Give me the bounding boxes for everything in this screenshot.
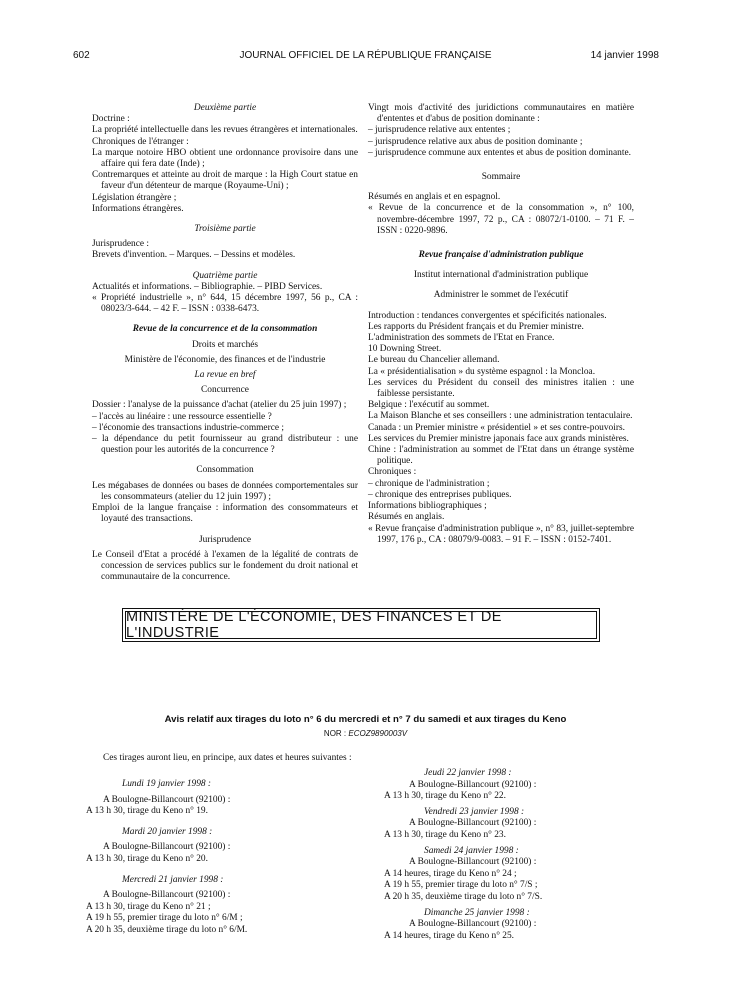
text-line: La propriété intellectuelle dans les revues étrangères et internationales. [92, 125, 358, 136]
text-line: La Maison Blanche et ses conseillers : une administration tentaculaire. [368, 411, 633, 422]
subheading: Consommation [196, 465, 254, 476]
schedule-entry: A 13 h 30, tirage du Keno n° 19. [86, 806, 208, 817]
subheading: Administrer le sommet de l'exécutif [433, 290, 569, 301]
subheading: Sommaire [481, 172, 521, 183]
text-line: – jurisprudence relative aux abus de position dominante ; [368, 136, 583, 147]
text-line: – jurisprudence relative aux ententes ; [368, 125, 511, 136]
right-column [368, 103, 634, 546]
text-line: Résumés en anglais et en espagnol. [368, 192, 501, 203]
schedule-place: A Boulogne-Billancourt (92100) : [409, 779, 537, 790]
text-line: – la dépendance du petit fournisseur au grand distributeur : une question pour les autorités de la concurrence ? [92, 434, 358, 456]
page-number: 602 [73, 50, 90, 61]
text-line: Chine : l'administration au sommet de l'Etat dans un étrange système politique. [368, 445, 634, 467]
subheading: La revue en bref [194, 370, 256, 381]
schedule-day: Dimanche 25 janvier 1998 : [424, 907, 530, 918]
schedule-entry: A 20 h 35, deuxième tirage du loto n° 7/S. [384, 891, 543, 902]
text-line: Doctrine : [92, 114, 130, 125]
schedule-entry: A 14 heures, tirage du Keno n° 24 ; [384, 868, 517, 879]
section-heading: Troisième partie [194, 224, 256, 235]
section-heading: Deuxième partie [193, 103, 257, 113]
schedule-entry: A 13 h 30, tirage du Keno n° 22. [384, 791, 506, 802]
schedule-day: Jeudi 22 janvier 1998 : [424, 768, 512, 778]
schedule-entry: A 13 h 30, tirage du Keno n° 20. [86, 853, 208, 864]
publication-reference: « Revue française d'administration publique », n° 83, juillet-septembre 1997, 176 p., CA : 08079/9-0083. – 91 F. – ISSN : 0152-7401. [368, 523, 634, 545]
text-line: Les services du Président du conseil des ministres italien : une faiblesse persistante. [368, 377, 634, 400]
schedule-place: A Boulogne-Billancourt (92100) : [409, 919, 537, 930]
text-line: Vingt mois d'activité des juridictions communautaires en matière d'ententes et d'abus de position dominante : [368, 103, 634, 125]
text-line: 10 Downing Street. [368, 344, 442, 355]
subheading: Droits et marchés [191, 339, 259, 350]
schedule-day: Samedi 24 janvier 1998 : [424, 845, 519, 856]
left-column [92, 103, 358, 583]
text-line: – chronique des entreprises publiques. [368, 489, 512, 500]
text-line: Informations étrangères. [92, 203, 184, 214]
notice-intro: Ces tirages auront lieu, en principe, aux dates et heures suivantes : [103, 753, 352, 763]
nor-label: NOR : [323, 729, 349, 738]
text-line: Le bureau du Chancelier allemand. [368, 355, 500, 366]
text-line: – chronique de l'administration ; [368, 478, 490, 489]
text-line: – l'économie des transactions industrie-commerce ; [92, 422, 284, 433]
schedule-place: A Boulogne-Billancourt (92100) : [409, 857, 537, 868]
text-line: Résumés en anglais. [368, 512, 445, 523]
schedule-place: A Boulogne-Billancourt (92100) : [409, 818, 537, 829]
text-line: Actualités et informations. – Bibliographie. – PIBD Services. [92, 281, 323, 292]
ministry-banner [122, 608, 600, 642]
text-line: Introduction : tendances convergentes et spécificités nationales. [368, 310, 607, 321]
schedule-place: A Boulogne-Billancourt (92100) : [103, 890, 231, 901]
subheading: Concurrence [201, 385, 249, 396]
publication-reference: « Propriété industrielle », n° 644, 15 décembre 1997, 56 p., CA : 08023/3-644. – 42 F. – ISSN : 0338-6473. [92, 293, 358, 315]
journal-title: JOURNAL OFFICIEL DE LA RÉPUBLIQUE FRANÇAISE [239, 50, 492, 61]
schedule-day: Lundi 19 janvier 1998 : [122, 779, 212, 789]
nor-reference [0, 729, 731, 738]
schedule-entry: A 20 h 35, deuxième tirage du loto n° 6/M. [86, 924, 248, 935]
nor-code: ECOZ9890003V [348, 729, 408, 738]
text-line: Belgique : l'exécutif au sommet. [368, 400, 490, 411]
notice-title: Avis relatif aux tirages du loto n° 6 du mercredi et n° 7 du samedi et aux tirages du Keno [164, 714, 567, 725]
text-line: – l'accès au linéaire : une ressource essentielle ? [92, 411, 272, 422]
text-line: Emploi de la langue française : information des consommateurs et loyauté des transactions. [92, 503, 358, 525]
schedule-right [384, 768, 650, 942]
ministry-banner-title: MINISTÈRE DE L'ÉCONOMIE, DES FINANCES ET DE L'INDUSTRIE [125, 611, 597, 639]
text-line: Chroniques de l'étranger : [92, 136, 189, 147]
text-line: Les rapports du Président français et du Premier ministre. [368, 321, 584, 332]
schedule-entry: A 14 heures, tirage du Keno n° 25. [384, 930, 515, 941]
text-line: La marque notoire HBO obtient une ordonnance provisoire dans une affaire qui fera date (Inde) ; [92, 147, 358, 170]
schedule-day: Vendredi 23 janvier 1998 : [424, 806, 525, 817]
text-line: – jurisprudence commune aux ententes et abus de position dominante. [368, 147, 631, 158]
schedule-place: A Boulogne-Billancourt (92100) : [103, 794, 231, 805]
text-line: Le Conseil d'Etat a procédé à l'examen de la légalité de contrats de concession de services publics sur le fondement du droit national et communautaire de la concurrence. [92, 549, 358, 583]
text-line: L'administration des sommets de l'Etat en France. [368, 333, 555, 344]
publication-title: Revue française d'administration publique [418, 250, 584, 261]
text-line: Informations bibliographiques ; [368, 501, 487, 512]
publication-reference: « Revue de la concurrence et de la consommation », n° 100, novembre-décembre 1997, 72 p., CA : 08072/1-0100. – 71 F. – ISSN : 0220-9896. [368, 203, 634, 236]
text-line: Chroniques : [368, 467, 417, 478]
text-line: La « présidentialisation » du système espagnol : la Moncloa. [368, 366, 596, 377]
schedule-entry: A 13 h 30, tirage du Keno n° 21 ; [86, 901, 211, 912]
text-line: Jurisprudence : [92, 239, 150, 250]
text-line: Contremarques et atteinte au droit de marque : la High Court statue en faveur d'un détenteur de marque (Royaume-Uni) ; [92, 170, 358, 192]
section-heading: Quatrième partie [192, 270, 258, 281]
schedule-entry: A 13 h 30, tirage du Keno n° 23. [384, 829, 506, 840]
schedule-left [86, 779, 352, 937]
text-line: Canada : un Premier ministre « présidentiel » et ses contre-pouvoirs. [368, 422, 625, 433]
schedule-entry: A 19 h 55, premier tirage du loto n° 6/M ; [86, 913, 243, 924]
text-line: Dossier : l'analyse de la puissance d'achat (atelier du 25 juin 1997) ; [92, 400, 347, 411]
text-line: Les mégabases de données ou bases de données comportementales sur les consommateurs (atelier du 12 juin 1997) ; [92, 480, 358, 502]
text-line: Les services du Premier ministre japonais face aux grands ministères. [368, 433, 629, 444]
issue-date: 14 janvier 1998 [590, 50, 659, 61]
text-line: Brevets d'invention. – Marques. – Dessins et modèles. [92, 250, 296, 261]
subheading: Jurisprudence [198, 534, 252, 545]
subheading: Ministère de l'économie, des finances et de l'industrie [124, 354, 326, 365]
schedule-day: Mardi 20 janvier 1998 : [122, 826, 213, 837]
schedule-day: Mercredi 21 janvier 1998 : [122, 874, 224, 885]
text-line: Législation étrangère ; [92, 192, 177, 203]
subheading: Institut international d'administration publique [413, 270, 589, 281]
schedule-entry: A 19 h 55, premier tirage du loto n° 7/S ; [384, 880, 538, 891]
publication-title: Revue de la concurrence et de la consommation [132, 324, 318, 335]
schedule-place: A Boulogne-Billancourt (92100) : [103, 842, 231, 853]
